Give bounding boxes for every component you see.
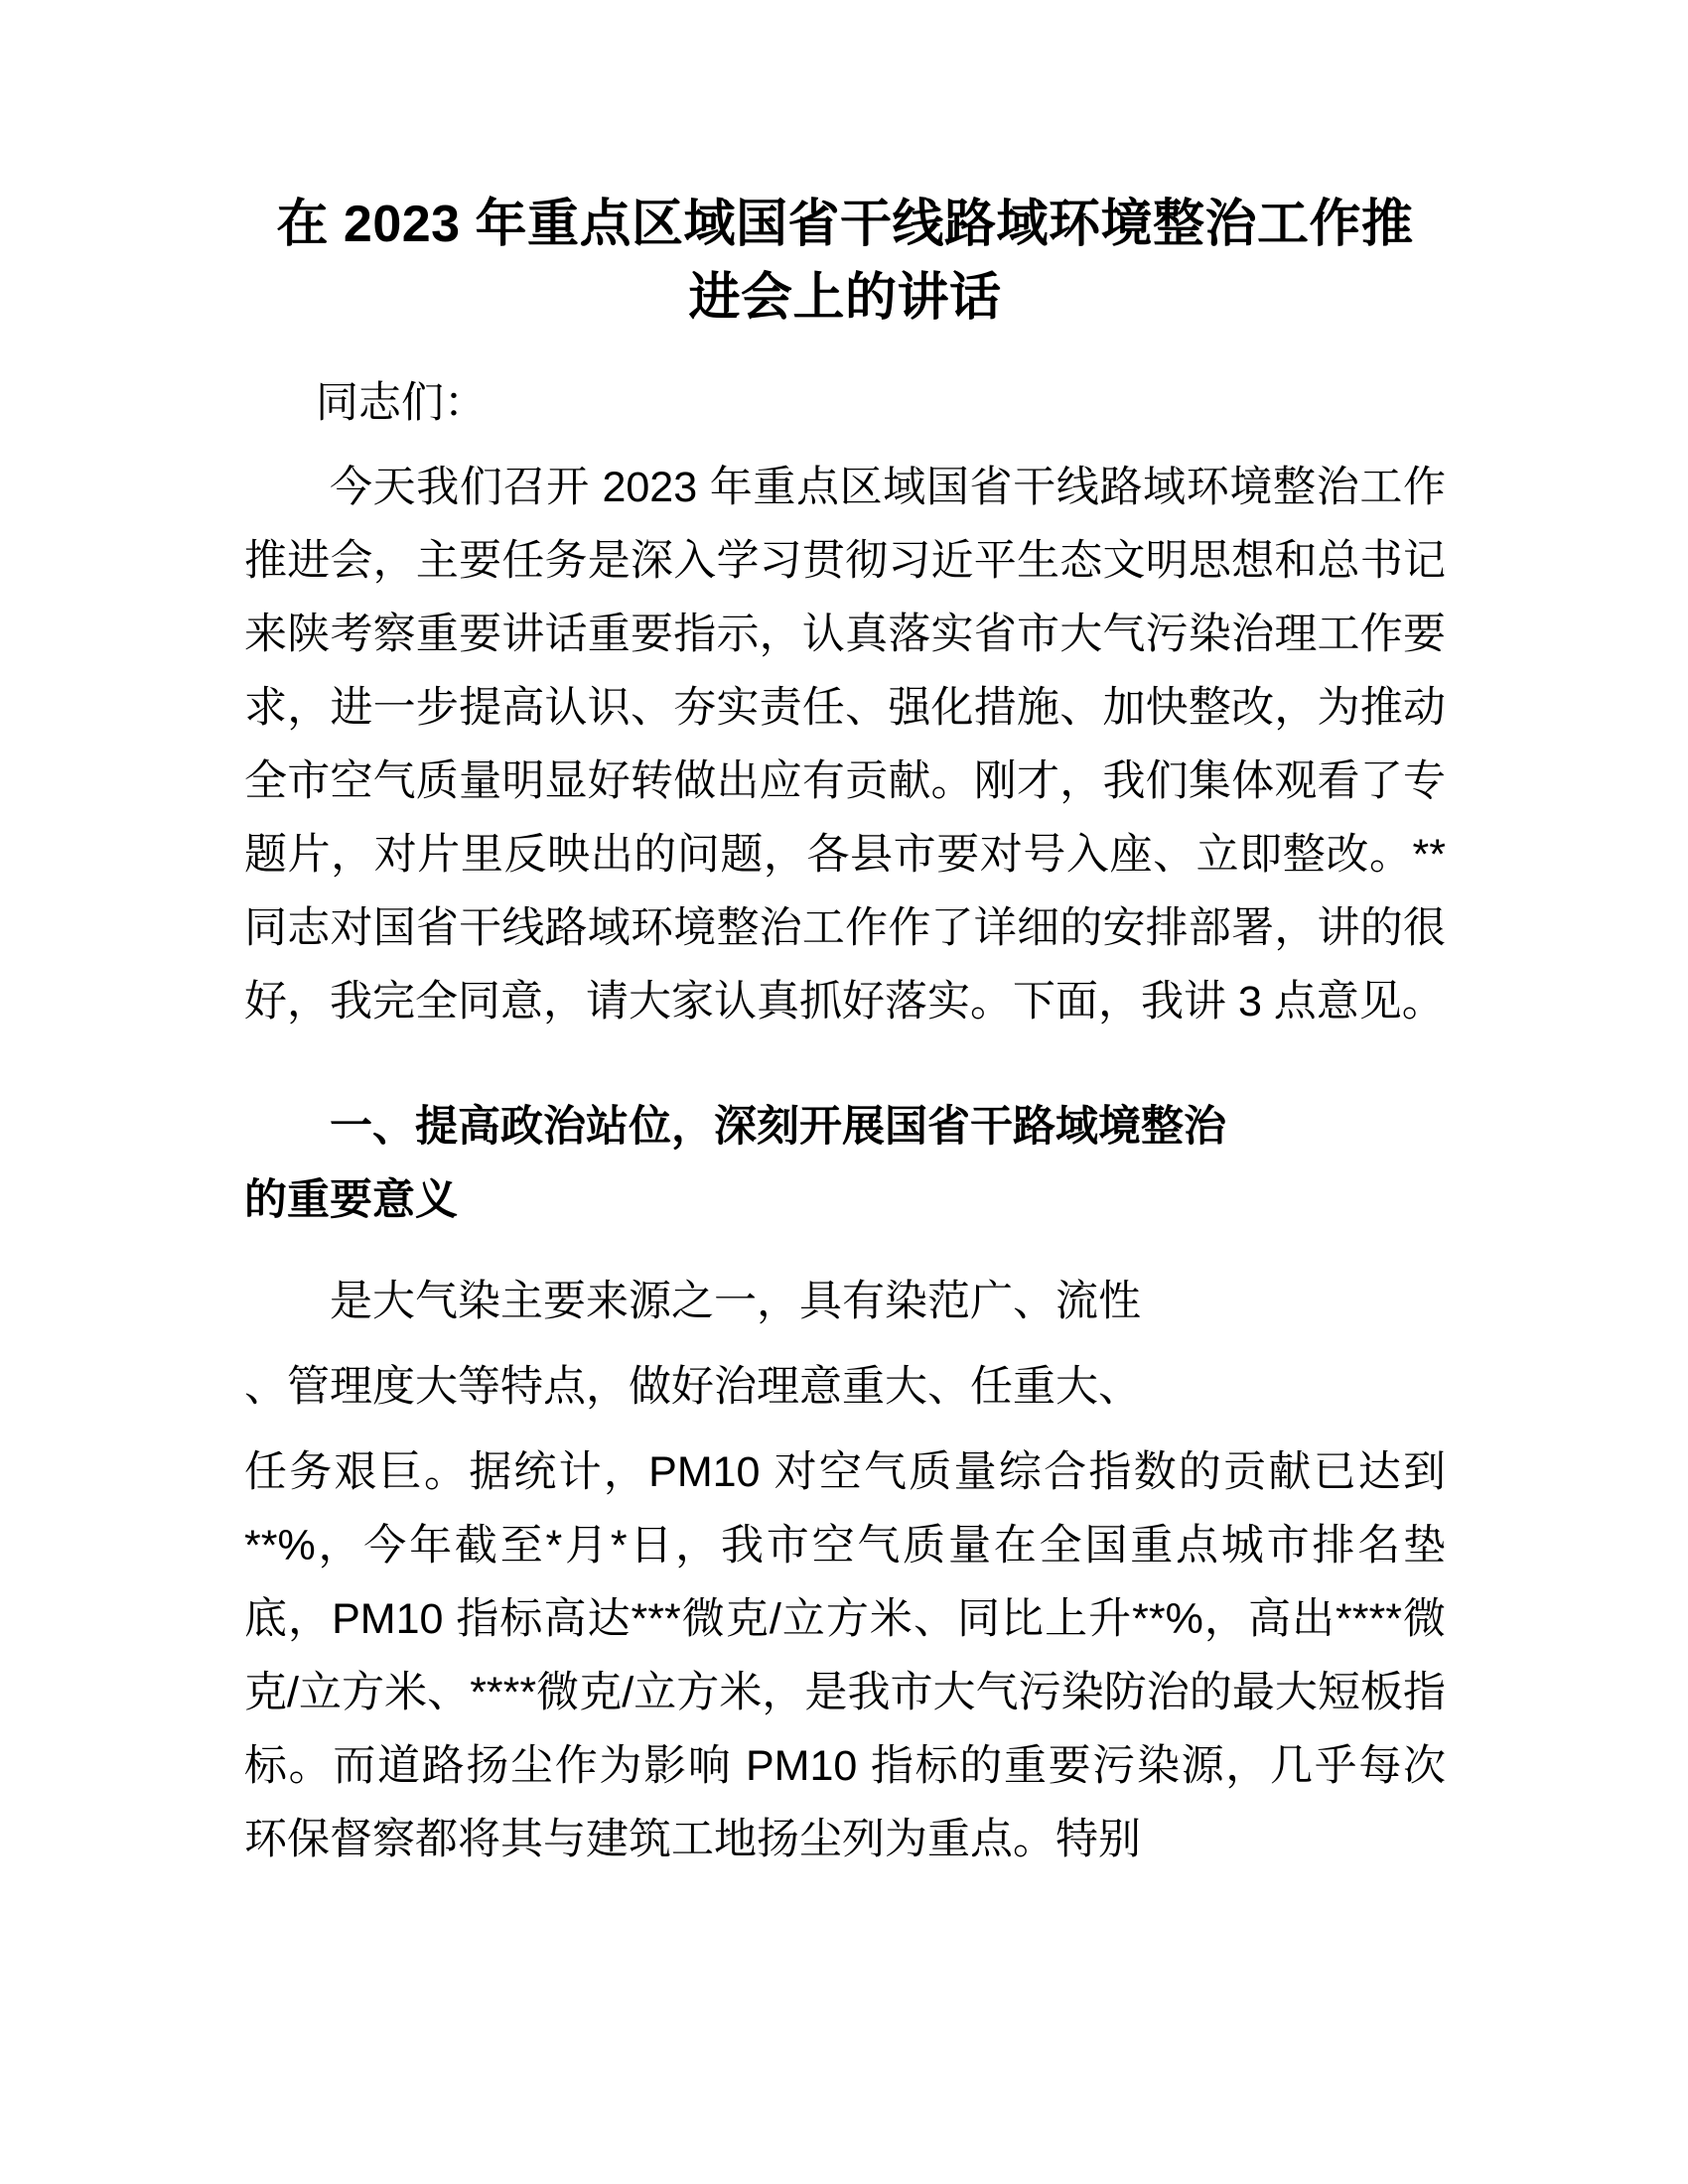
- section-body-line-3: 任务艰巨。据统计，PM10 对空气质量综合指数的贡献已达到 **%，今年截至*月*日，我市空气质量在全国重点城市排名垫底，PM10 指标高达***微克/立方米、同比上升**%，高出****微克/立方米、****微克/立方米，是我市大气污染防治的最大短板指标。而道路扬尘作为影响 PM10 指标的重要污染源，几乎每次环保督察都将其与建筑工地扬尘列为重点。特别: [244, 1447, 1446, 1863]
- section-heading-line-2: 的重要意义: [244, 1175, 458, 1224]
- section-body-line-2: 、管理度大等特点，做好治理意重大、任重大、: [244, 1362, 1141, 1411]
- page-title: 在 2023 年重点区域国省干线路域环境整治工作推进会上的讲话: [276, 196, 1414, 327]
- salutation-line: 同志们：: [316, 378, 487, 427]
- section-spacer: [244, 1248, 1446, 1266]
- document-content: [244, 189, 1446, 1888]
- paragraph-spacer: [244, 1051, 1446, 1069]
- section-body-line-1: 是大气染主要来源之一，具有染范广、流性: [330, 1277, 1141, 1325]
- section-heading-line-1: 一、提高政治站位，深刻开展国省干路域境整治: [330, 1102, 1226, 1151]
- intro-paragraph: 今天我们召开 2023 年重点区域国省干线路域环境整治工作推进会，主要任务是深入学习贯彻习近平生态文明思想和总书记来陕考察重要讲话重要指示，认真落实省市大气污染治理工作要求，进一步提高认识、夯实责任、强化措施、加快整改，为推动全市空气质量明显好转做出应有贡献。刚才，我们集体观看了专题片，对片里反映出的问题，各县市要对号入座、立即整改。**同志对国省干线路域环境整治工作作了详细的安排部署，讲的很好，我完全同意，请大家认真抓好落实。下面，我讲 3 点意见。: [244, 464, 1446, 1025]
- section-heading-one: [244, 1091, 1446, 1238]
